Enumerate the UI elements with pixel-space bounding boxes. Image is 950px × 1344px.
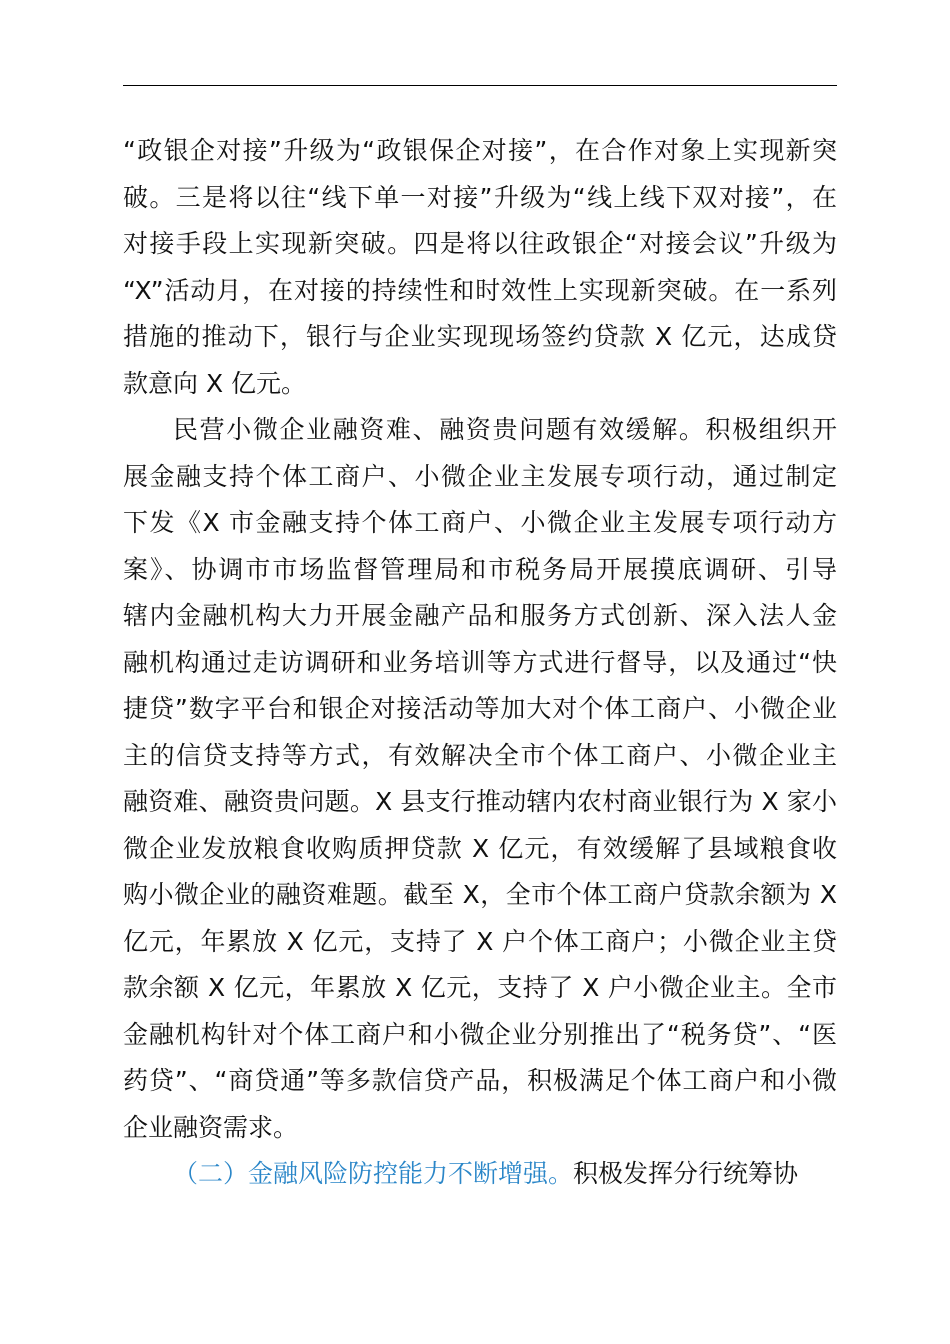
text-line: 款意向 X 亿元。 <box>123 368 307 398</box>
text-line: 融资难、融资贵问题。X 县支行推动辖内农村商业银行为 X 家小 <box>123 787 837 816</box>
document-body <box>123 128 837 1198</box>
section-line <box>123 1151 837 1198</box>
text-line: “X”活动月，在对接的持续性和时效性上实现新突破。在一系列 <box>123 275 837 305</box>
paragraph-2 <box>123 407 837 1151</box>
text-line: 民营小微企业融资难、融资贵问题有效缓解。积极组织开 <box>173 415 837 444</box>
text-line: 亿元，年累放 X 亿元，支持了 X 户个体工商户；小微企业主贷 <box>123 926 837 956</box>
text-line: 款余额 X 亿元，年累放 X 亿元，支持了 X 户小微企业主。全市 <box>123 973 837 1002</box>
text-line: 对接手段上实现新突破。四是将以往政银企“对接会议”升级为 <box>123 229 837 258</box>
text-line: 融机构通过走访调研和业务培训等方式进行督导，以及通过“快 <box>123 647 837 677</box>
text-line: 企业融资需求。 <box>123 1112 299 1142</box>
text-line: “政银企对接”升级为“政银保企对接”，在合作对象上实现新突 <box>123 136 837 165</box>
text-line: 购小微企业的融资难题。截至 X，全市个体工商户贷款余额为 X <box>123 880 837 909</box>
text-line: 药贷”、“商贷通”等多款信贷产品，积极满足个体工商户和小微 <box>123 1066 837 1095</box>
section-heading: （二）金融风险防控能力不断增强。 <box>173 1159 574 1188</box>
header-rule <box>123 85 837 86</box>
paragraph-3 <box>123 1151 837 1198</box>
text-line: 案》、协调市市场监督管理局和市税务局开展摸底调研、引导 <box>123 554 837 584</box>
text-line: 捷贷”数字平台和银企对接活动等加大对个体工商户、小微企业 <box>123 694 837 723</box>
text-line: 下发《X 市金融支持个体工商户、小微企业主发展专项行动方 <box>123 508 837 537</box>
text-line: 展金融支持个体工商户、小微企业主发展专项行动，通过制定 <box>123 461 837 491</box>
text-line: 微企业发放粮食收购质押贷款 X 亿元，有效缓解了县域粮食收 <box>123 833 837 863</box>
text-line: 措施的推动下，银行与企业实现现场签约贷款 X 亿元，达成贷 <box>123 322 837 351</box>
text-line: 破。三是将以往“线下单一对接”升级为“线上线下双对接”，在 <box>123 182 837 212</box>
section-lead-text: 积极发挥分行统筹协 <box>573 1159 799 1188</box>
text-line: 辖内金融机构大力开展金融产品和服务方式创新、深入法人金 <box>123 601 837 630</box>
paragraph-1 <box>123 128 837 407</box>
text-line: 主的信贷支持等方式，有效解决全市个体工商户、小微企业主 <box>123 740 837 770</box>
text-line: 金融机构针对个体工商户和小微企业分别推出了“税务贷”、“医 <box>123 1019 837 1049</box>
